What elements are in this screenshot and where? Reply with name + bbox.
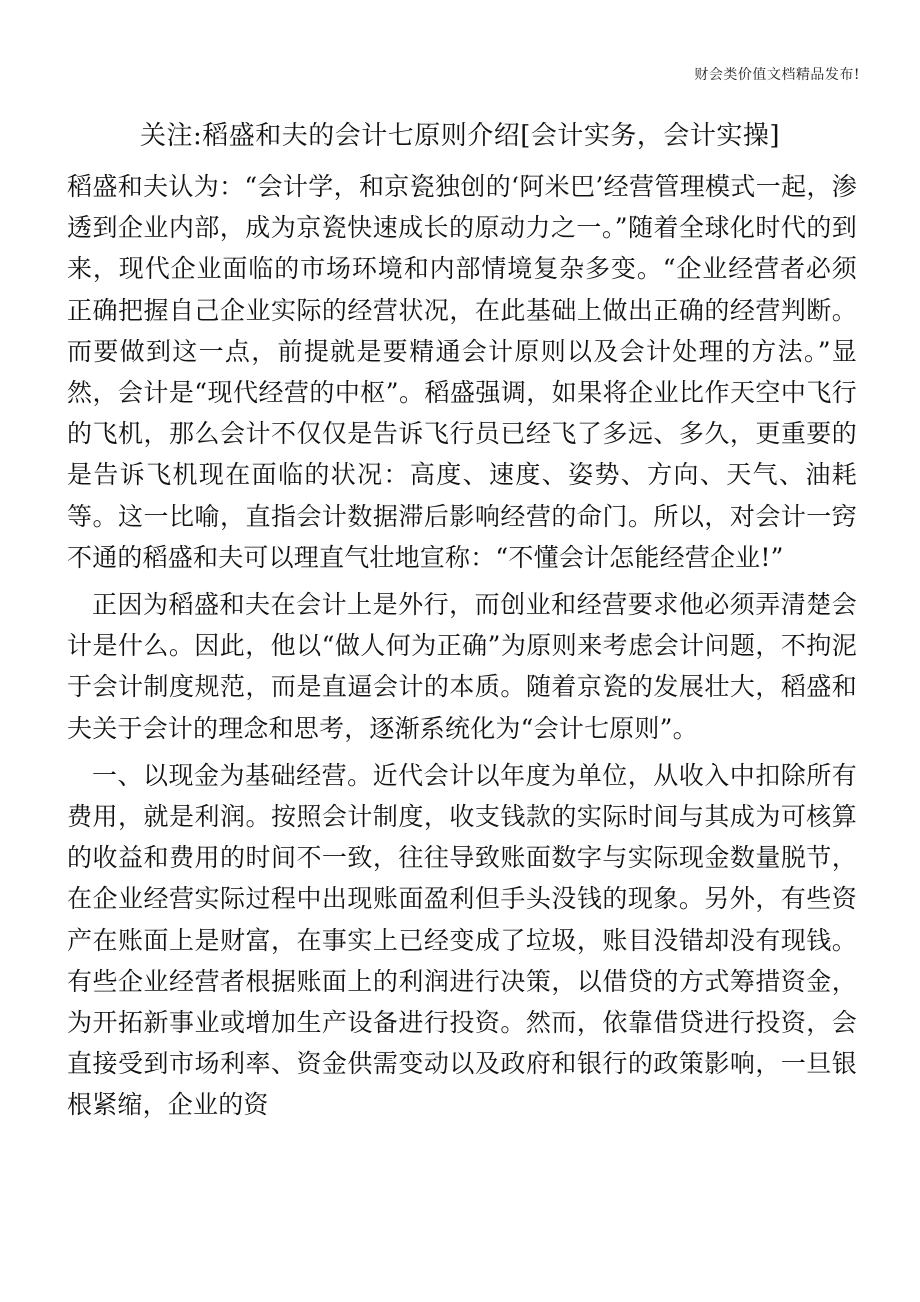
document-body xyxy=(67,166,857,1126)
paragraph: 一、以现金为基础经营。近代会计以年度为单位，从收入中扣除所有费用，就是利润。按照会计制度，收支钱款的实际时间与其成为可核算的收益和费用的时间不一致，往往导致账面数字与实际现金数量脱节，在企业经营实际过程中出现账面盈利但手头没钱的现象。另外，有些资产在账面上是财富，在事实上已经变成了垃圾，账目没错却没有现钱。有些企业经营者根据账面上的利润进行决策，以借贷的方式筹措资金，为开拓新事业或增加生产设备进行投资。然而，依靠借贷进行投资，会直接受到市场利率、资金供需变动以及政府和银行的政策影响，一旦银根紧缩，企业的资 xyxy=(67,760,857,1120)
paragraph: 正因为稻盛和夫在会计上是外行，而创业和经营要求他必须弄清楚会计是什么。因此，他以“做人何为正确”为原则来考虑会计问题，不拘泥于会计制度规范，而是直逼会计的本质。随着京瓷的发展壮大，稻盛和夫关于会计的理念和思考，逐渐系统化为“会计七原则”。 xyxy=(67,590,857,743)
header-note: 财会类价值文档精品发布! xyxy=(694,67,860,83)
paragraph: 稻盛和夫认为：“会计学，和京瓷独创的‘阿米巴’经营管理模式一起，渗透到企业内部，成为京瓷快速成长的原动力之一。”随着全球化时代的到来，现代企业面临的市场环境和内部情境复杂多变。“企业经营者必须正确把握自己企业实际的经营状况，在此基础上做出正确的经营判断。而要做到这一点，前提就是要精通会计原则以及会计处理的方法。”显然，会计是“现代经营的中枢”。稻盛强调，如果将企业比作天空中飞行的飞机，那么会计不仅仅是告诉飞行员已经飞了多远、多久，更重要的是告诉飞机现在面临的状况：高度、速度、姿势、方向、天气、油耗等。这一比喻，直指会计数据滞后影响经营的命门。所以，对会计一窍不通的稻盛和夫可以理直气壮地宣称：“不懂会计怎能经营企业!” xyxy=(67,172,857,572)
document-title: 关注:稻盛和夫的会计七原则介绍[会计实务，会计实操] xyxy=(139,121,781,151)
